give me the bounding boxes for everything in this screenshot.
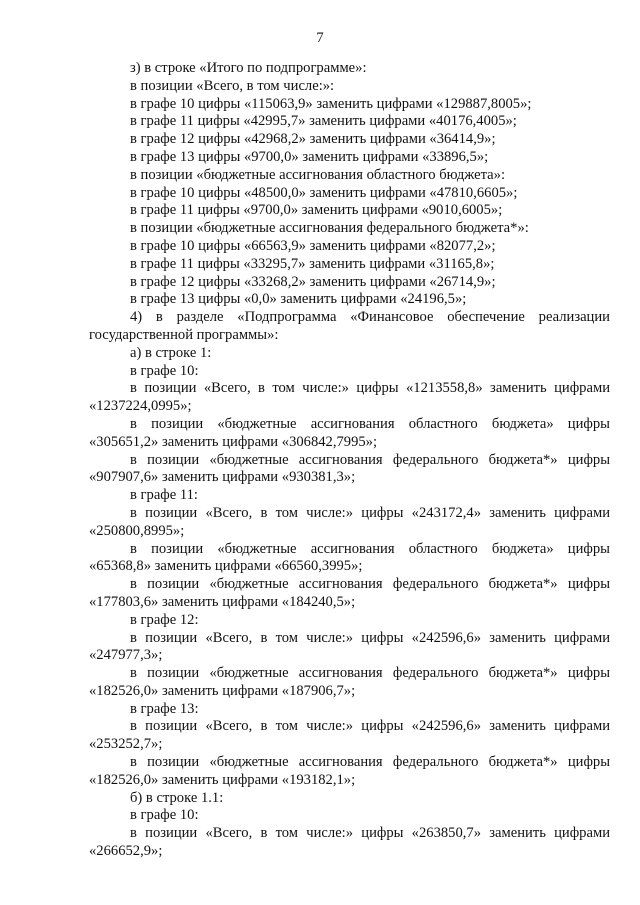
text-line: в графе 11 цифры «42995,7» заменить цифрами «40176,4005»; (130, 113, 517, 130)
text-line: «250800,8995»; (89, 522, 185, 539)
text-line: в графе 10 цифры «66563,9» заменить цифрами «82077,2»; (130, 237, 496, 254)
text-line: в графе 10 цифры «115063,9» заменить цифрами «129887,8005»; (130, 95, 532, 112)
document-body (0, 60, 640, 861)
text-line: в позиции «Всего, в том числе:»: (130, 77, 335, 94)
text-line: «182526,0» заменить цифрами «193182,1»; (89, 771, 356, 788)
page-number: 7 (316, 30, 324, 46)
text-line: в графе 10: (130, 362, 199, 379)
text-line: «253252,7»; (89, 736, 163, 753)
text-line: «65368,8» заменить цифрами «66560,3995»; (89, 558, 363, 575)
text-line: в графе 13: (130, 700, 199, 717)
text-line: «247977,3»; (89, 647, 163, 664)
text-line: «1237224,0995»; (89, 398, 192, 415)
text-line: в позиции «Всего, в том числе:» цифры «242596,6» заменить цифрами (130, 718, 610, 735)
text-line: а) в строке 1: (130, 344, 212, 361)
text-line: в графе 11 цифры «9700,0» заменить цифрами «9010,6005»; (130, 202, 503, 219)
text-line: в графе 12: (130, 611, 199, 628)
text-line: «177803,6» заменить цифрами «184240,5»; (89, 593, 356, 610)
text-line: в позиции «Всего, в том числе:» цифры «1213558,8» заменить цифрами (130, 380, 610, 397)
text-line: «305651,2» заменить цифрами «306842,7995»; (89, 433, 378, 450)
text-line: в позиции «Всего, в том числе:» цифры «263850,7» заменить цифрами (130, 825, 610, 842)
text-line: в позиции «бюджетные ассигнования федерального бюджета*» цифры (130, 754, 610, 771)
text-line: в позиции «Всего, в том числе:» цифры «242596,6» заменить цифрами (130, 629, 610, 646)
text-line: государственной программы»: (89, 326, 279, 343)
text-line: в графе 13 цифры «0,0» заменить цифрами «24196,5»; (130, 291, 467, 308)
text-line: в позиции «бюджетные ассигнования федерального бюджета*»: (130, 220, 529, 237)
text-line: «182526,0» заменить цифрами «187906,7»; (89, 682, 356, 699)
text-line: в графе 13 цифры «9700,0» заменить цифрами «33896,5»; (130, 148, 489, 165)
text-line: в графе 11 цифры «33295,7» заменить цифрами «31165,8»; (130, 255, 495, 272)
text-line: в графе 12 цифры «42968,2» заменить цифрами «36414,9»; (130, 131, 496, 148)
text-line: в графе 12 цифры «33268,2» заменить цифрами «26714,9»; (130, 273, 496, 290)
text-line: в позиции «бюджетные ассигнования областного бюджета» цифры (130, 540, 610, 557)
text-line: в графе 10 цифры «48500,0» заменить цифрами «47810,6605»; (130, 184, 518, 201)
text-line: б) в строке 1.1: (130, 789, 224, 806)
text-line: «907907,6» заменить цифрами «930381,3»; (89, 469, 356, 486)
text-line: в позиции «бюджетные ассигнования областного бюджета» цифры (130, 415, 610, 432)
text-line: «266652,9»; (89, 843, 163, 860)
text-line: в позиции «бюджетные ассигнования федерального бюджета*» цифры (130, 576, 610, 593)
text-line: в графе 10: (130, 807, 199, 824)
text-line: 4) в разделе «Подпрограмма «Финансовое обеспечение реализации (130, 309, 610, 326)
text-line: в графе 11: (130, 487, 198, 504)
text-line: з) в строке «Итого по подпрограмме»: (130, 60, 367, 76)
text-line: в позиции «бюджетные ассигнования федерального бюджета*» цифры (130, 665, 610, 682)
text-line: в позиции «бюджетные ассигнования федерального бюджета*» цифры (130, 451, 610, 468)
text-line: в позиции «Всего, в том числе:» цифры «243172,4» заменить цифрами (130, 504, 610, 521)
text-line: в позиции «бюджетные ассигнования областного бюджета»: (130, 166, 505, 183)
